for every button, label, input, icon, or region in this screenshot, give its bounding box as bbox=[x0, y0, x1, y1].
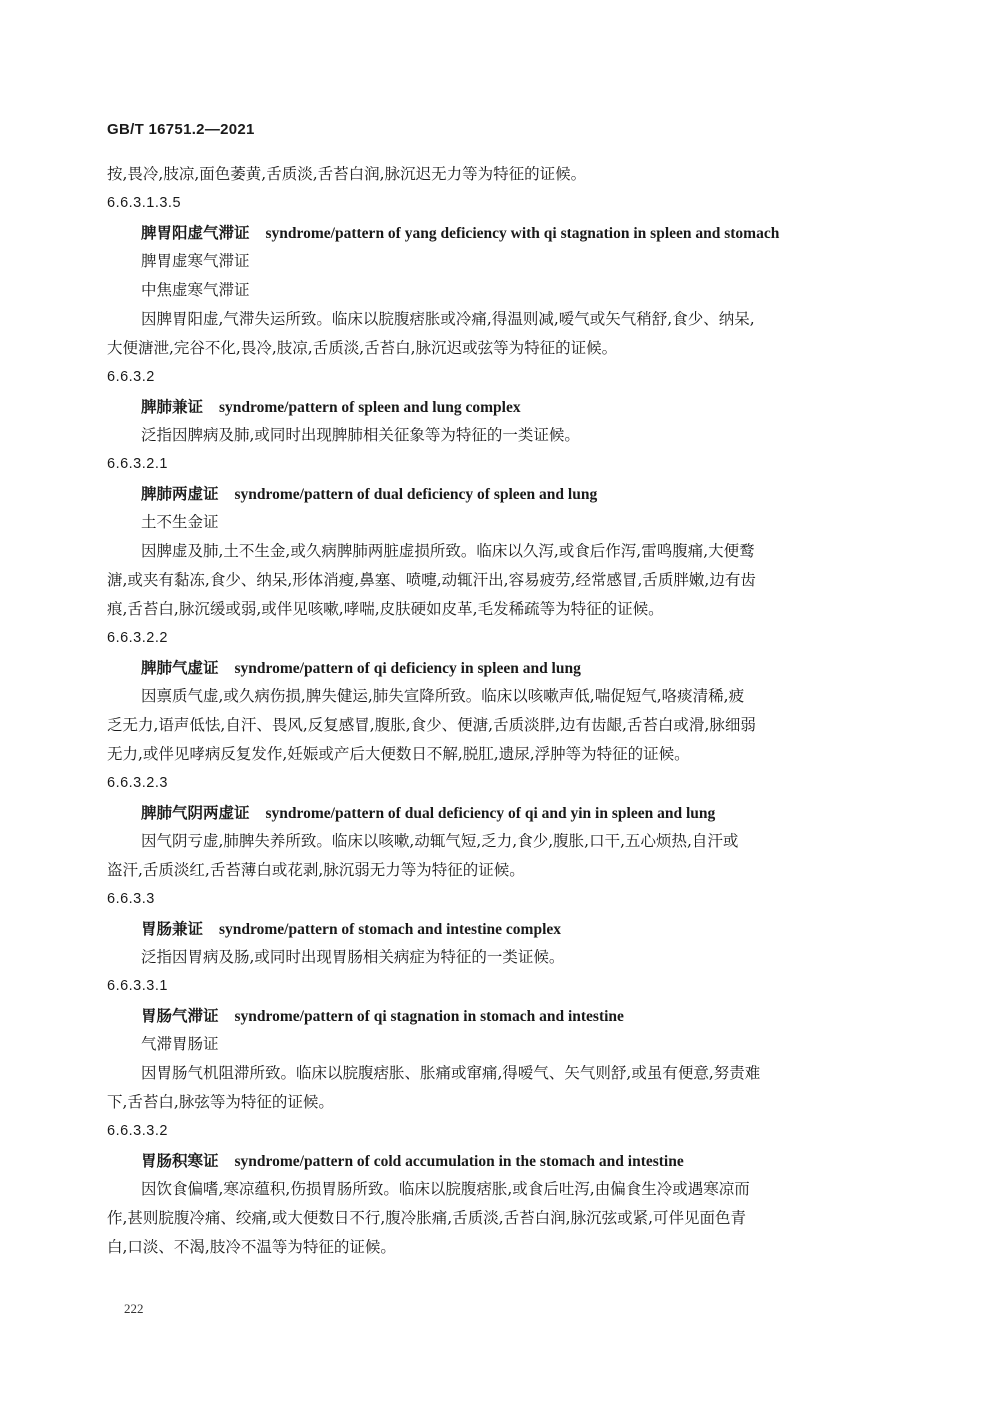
term-chinese: 胃肠兼证 bbox=[141, 919, 204, 938]
term-heading bbox=[107, 914, 887, 943]
term-synonym: 气滞胃肠证 bbox=[141, 1035, 219, 1053]
section-number: 6.6.3.2.1 bbox=[107, 456, 168, 472]
definition-line: 白,口淡、不渴,肢冷不温等为特征的证候。 bbox=[107, 1238, 396, 1256]
term-chinese: 胃肠积寒证 bbox=[141, 1151, 219, 1170]
definition-line: 痕,舌苔白,脉沉缓或弱,或伴见咳嗽,哮喘,皮肤硬如皮革,毛发稀疏等为特征的证候。 bbox=[107, 600, 664, 618]
definition-line: 因脾胃阳虚,气滞失运所致。临床以脘腹痞胀或冷痛,得温则减,嗳气或矢气稍舒,食少、纳呆, bbox=[141, 310, 755, 328]
definition-line: 溏,或夹有黏冻,食少、纳呆,形体消瘦,鼻塞、喷嚏,动辄汗出,容易疲劳,经常感冒,舌质胖嫩,边有齿 bbox=[107, 571, 756, 589]
term-heading bbox=[107, 1146, 887, 1175]
page-number: 222 bbox=[124, 1301, 144, 1316]
standard-code-header: GB/T 16751.2—2021 bbox=[107, 121, 255, 138]
definition-line: 因胃肠气机阻滞所致。临床以脘腹痞胀、胀痛或窜痛,得嗳气、矢气则舒,或虽有便意,努责难 bbox=[141, 1064, 761, 1082]
term-chinese: 脾肺兼证 bbox=[141, 397, 204, 416]
term-english: syndrome/pattern of stomach and intestine complex bbox=[219, 921, 562, 938]
term-heading bbox=[107, 1001, 887, 1030]
definition-line: 盗汗,舌质淡红,舌苔薄白或花剥,脉沉弱无力等为特征的证候。 bbox=[107, 861, 525, 879]
definition-line: 大便溏泄,完谷不化,畏冷,肢凉,舌质淡,舌苔白,脉沉迟或弦等为特征的证候。 bbox=[107, 339, 618, 357]
document-body bbox=[107, 160, 887, 1262]
definition-line: 无力,或伴见哮病反复发作,妊娠或产后大便数日不解,脱肛,遗尿,浮肿等为特征的证候。 bbox=[107, 745, 690, 763]
definition-line: 泛指因胃病及肠,或同时出现胃肠相关病症为特征的一类证候。 bbox=[141, 948, 565, 966]
section-number: 6.6.3.3.1 bbox=[107, 978, 168, 994]
term-synonym: 脾胃虚寒气滞证 bbox=[141, 252, 250, 270]
term-chinese: 胃肠气滞证 bbox=[141, 1006, 219, 1025]
term-chinese: 脾胃阳虚气滞证 bbox=[141, 223, 250, 242]
term-heading bbox=[107, 392, 887, 421]
definition-line: 因气阴亏虚,肺脾失养所致。临床以咳嗽,动辄气短,乏力,食少,腹胀,口干,五心烦热,自汗或 bbox=[141, 832, 739, 850]
section-number: 6.6.3.2.3 bbox=[107, 775, 168, 791]
term-synonym: 中焦虚寒气滞证 bbox=[141, 281, 250, 299]
definition-line: 因饮食偏嗜,寒凉蕴积,伤损胃肠所致。临床以脘腹痞胀,或食后吐泻,由偏食生冷或遇寒凉而 bbox=[141, 1180, 750, 1198]
term-heading bbox=[107, 653, 887, 682]
definition-line: 因禀质气虚,或久病伤损,脾失健运,肺失宣降所致。临床以咳嗽声低,喘促短气,咯痰清稀,疲 bbox=[141, 687, 745, 705]
term-english: syndrome/pattern of cold accumulation in the stomach and intestine bbox=[234, 1153, 684, 1170]
definition-line: 因脾虚及肺,土不生金,或久病脾肺两脏虚损所致。临床以久泻,或食后作泻,雷鸣腹痛,大便鹜 bbox=[141, 542, 755, 560]
term-heading bbox=[107, 218, 887, 247]
definition-line: 乏无力,语声低怯,自汗、畏风,反复感冒,腹胀,食少、便溏,舌质淡胖,边有齿龈,舌苔白或滑,脉细弱 bbox=[107, 716, 756, 734]
section-number: 6.6.3.2 bbox=[107, 369, 155, 385]
continued-paragraph: 按,畏冷,肢凉,面色萎黄,舌质淡,舌苔白润,脉沉迟无力等为特征的证候。 bbox=[107, 165, 587, 183]
section-number: 6.6.3.2.2 bbox=[107, 630, 168, 646]
term-synonym: 土不生金证 bbox=[141, 513, 219, 531]
definition-line: 作,甚则脘腹冷痛、绞痛,或大便数日不行,腹冷胀痛,舌质淡,舌苔白润,脉沉弦或紧,可伴见面色青 bbox=[107, 1209, 746, 1227]
term-chinese: 脾肺气阴两虚证 bbox=[141, 803, 250, 822]
term-chinese: 脾肺两虚证 bbox=[141, 484, 219, 503]
term-english: syndrome/pattern of yang deficiency with qi stagnation in spleen and stomach bbox=[265, 225, 780, 242]
section-number: 6.6.3.3.2 bbox=[107, 1123, 168, 1139]
term-english: syndrome/pattern of qi stagnation in stomach and intestine bbox=[234, 1008, 624, 1025]
section-number: 6.6.3.1.3.5 bbox=[107, 195, 182, 211]
section-number: 6.6.3.3 bbox=[107, 891, 155, 907]
term-english: syndrome/pattern of dual deficiency of qi and yin in spleen and lung bbox=[265, 805, 716, 822]
term-heading bbox=[107, 479, 887, 508]
term-chinese: 脾肺气虚证 bbox=[141, 658, 219, 677]
definition-line: 下,舌苔白,脉弦等为特征的证候。 bbox=[107, 1093, 334, 1111]
term-english: syndrome/pattern of spleen and lung complex bbox=[219, 399, 521, 416]
term-heading bbox=[107, 798, 887, 827]
definition-line: 泛指因脾病及肺,或同时出现脾肺相关征象等为特征的一类证候。 bbox=[141, 426, 580, 444]
term-english: syndrome/pattern of dual deficiency of spleen and lung bbox=[234, 486, 598, 503]
term-english: syndrome/pattern of qi deficiency in spleen and lung bbox=[234, 660, 581, 677]
